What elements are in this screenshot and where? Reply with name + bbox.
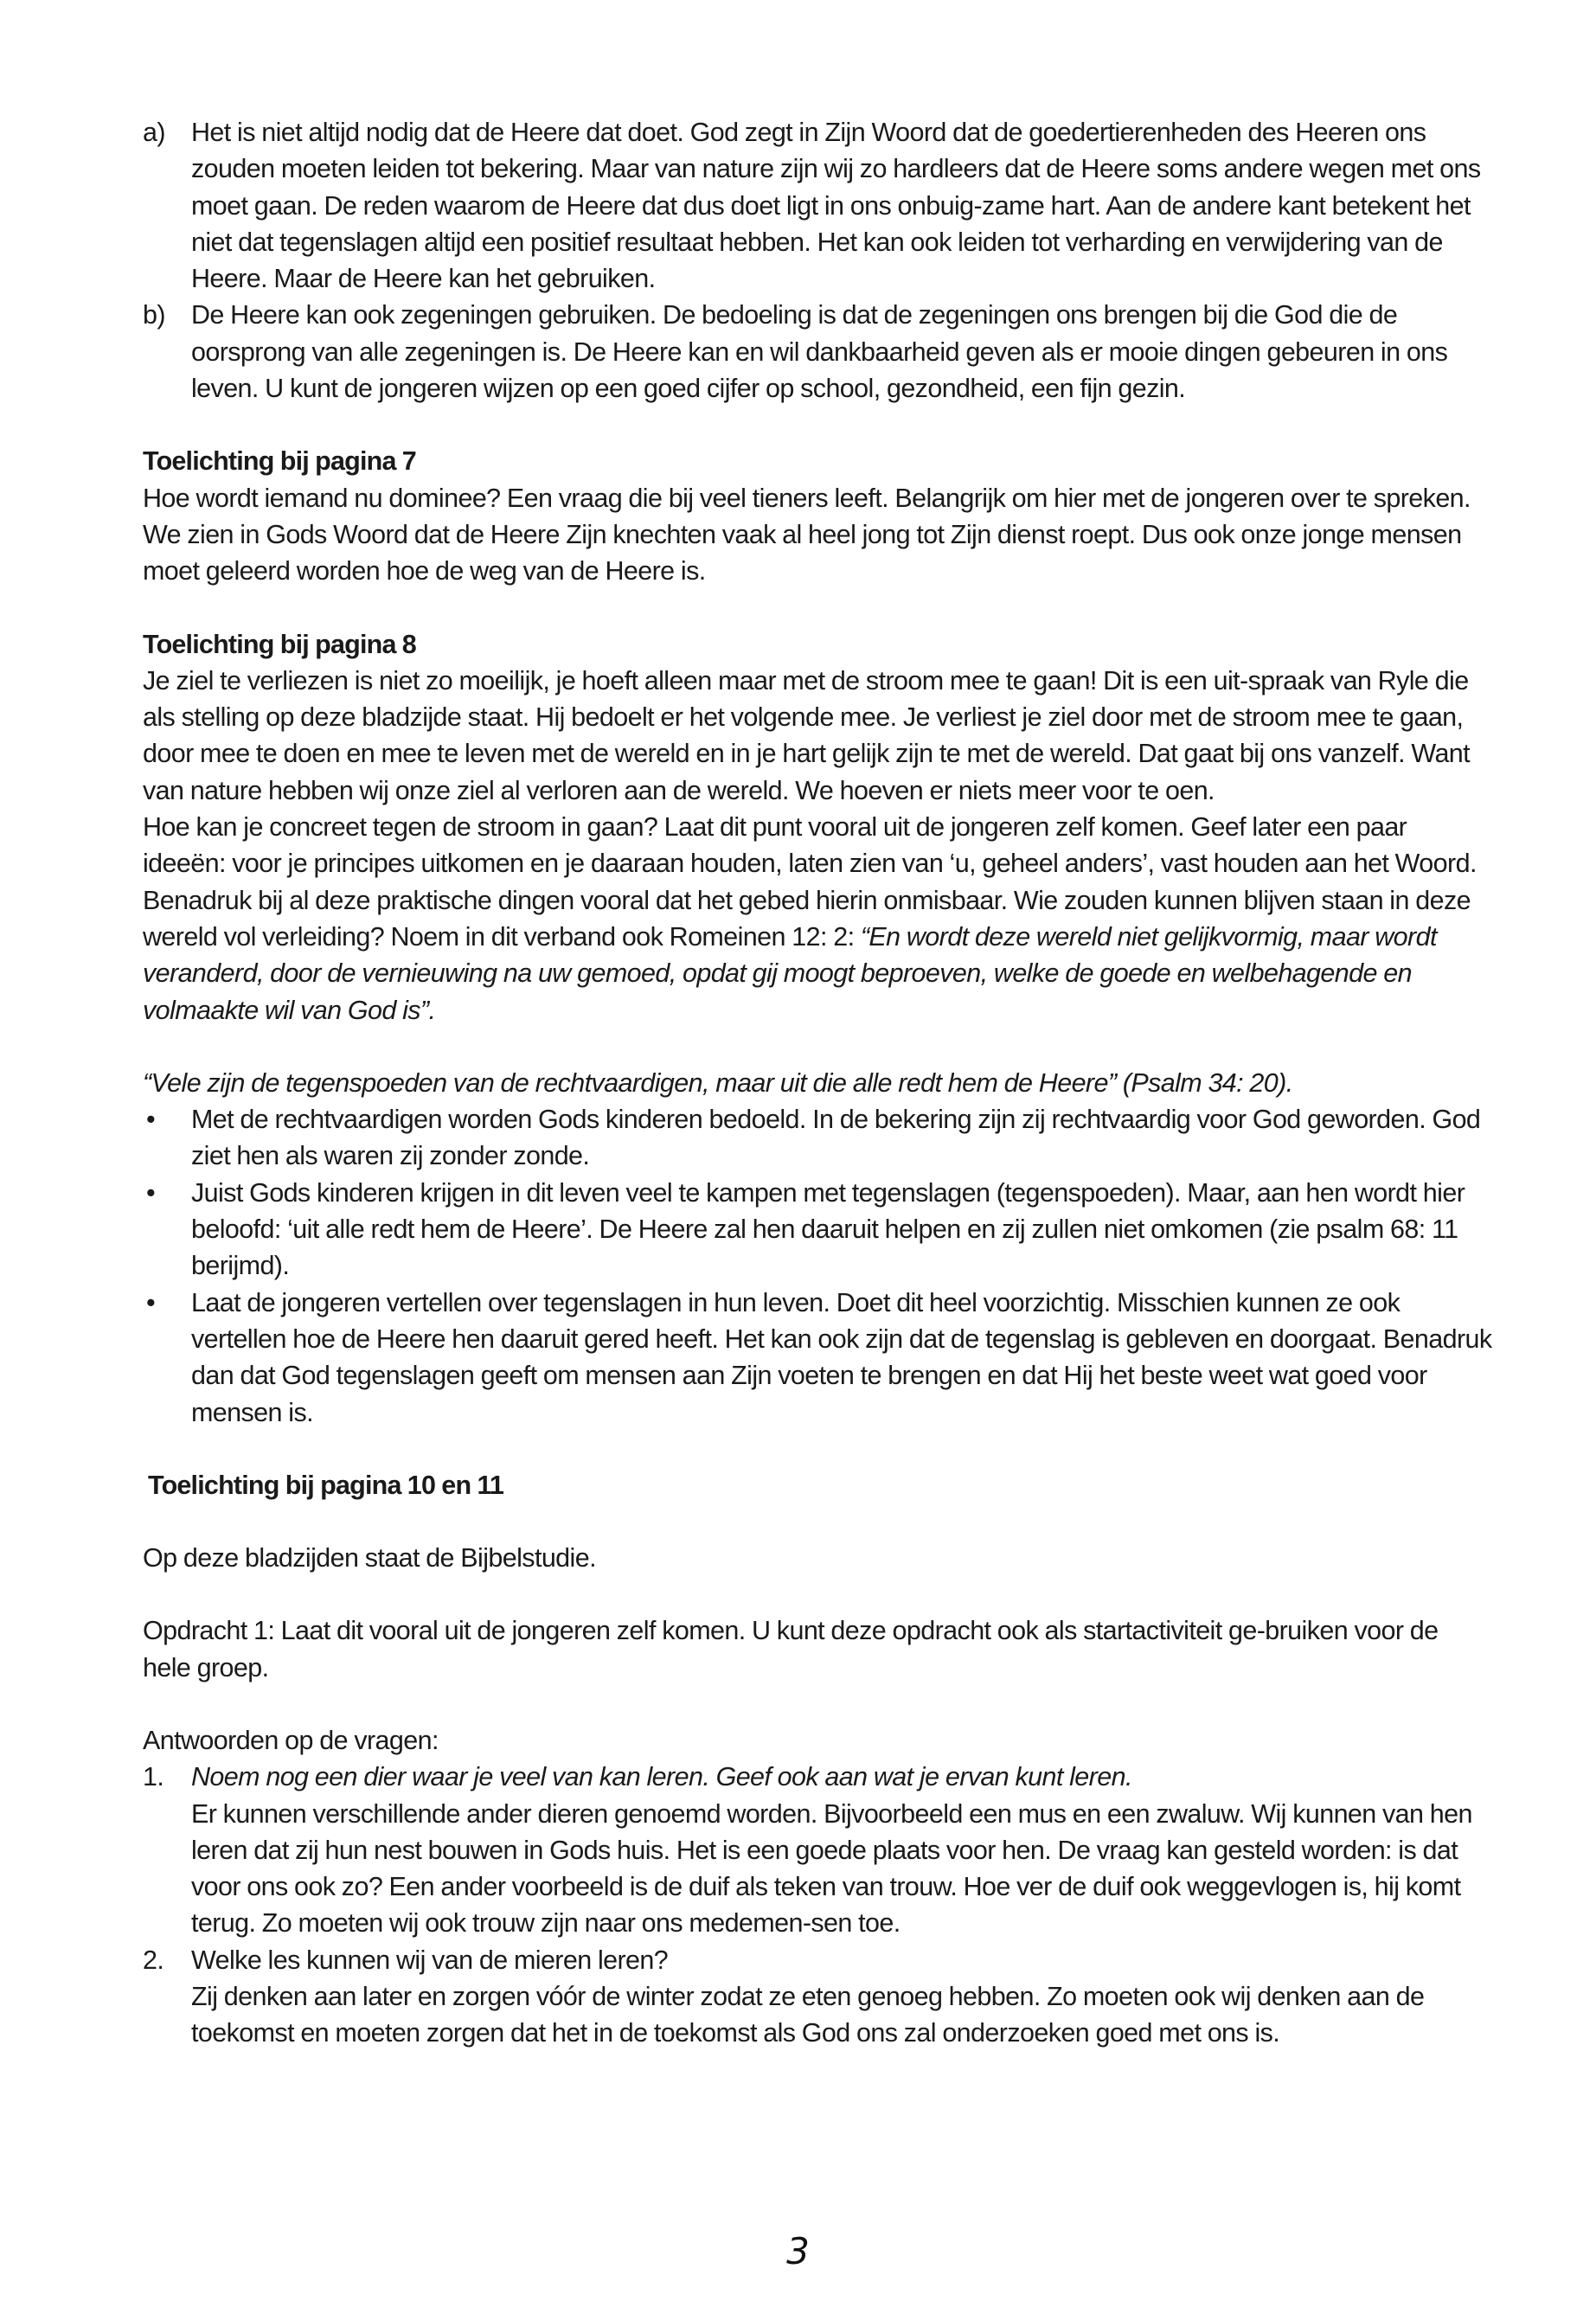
bible-quote-romeinen: “En wordt deze wereld niet gelijkvormig, maar wordt veranderd, door de vernieuwing na uw gemoed, opdat gij moogt beproeven, welke de goede en welbehagende en volmaakte wil van God is”. xyxy=(143,921,1437,1025)
spacer xyxy=(143,407,1492,443)
section-paragraph xyxy=(143,809,1492,1029)
list-marker: a) xyxy=(143,118,165,147)
question-item-2 xyxy=(143,1942,1492,2052)
bullet-icon: • xyxy=(146,1105,156,1135)
list-marker: b) xyxy=(143,300,165,330)
answers-label: Antwoorden op de vragen: xyxy=(143,1725,439,1755)
page-number: 3 xyxy=(786,2230,810,2272)
spacer xyxy=(143,1029,1492,1065)
paragraph-text: Hoe kan je concreet tegen de stroom in gaan? Laat dit punt vooral uit de jongeren zelf komen. Geef later een paar ideeën: voor je principes uitkomen en je daaraan houden, laten zien van ‘u, geheel anders’, vast houden aan het Woord. Benadruk bij al deze praktische dingen vooral dat het gebed hierin onmisbaar. Wie zouden kunnen blijven staan in deze wereld vol verleiding? Noem in dit verband ook Romeinen 12: 2: xyxy=(143,812,1477,952)
question-item-1 xyxy=(143,1759,1492,1941)
question-number: 1. xyxy=(143,1762,164,1792)
bullet-text: Met de rechtvaardigen worden Gods kinderen bedoeld. In de bekering zijn zij rechtvaardig voor God geworden. God ziet hen als waren zij zonder zonde. xyxy=(191,1105,1481,1171)
bullet-item xyxy=(143,1285,1492,1431)
list-item-b xyxy=(143,297,1492,407)
section-heading-pagina-10-11: Toelichting bij pagina 10 en 11 xyxy=(148,1470,504,1500)
question-text: Welke les kunnen wij van de mieren leren? xyxy=(191,1945,669,1975)
opdracht-text: Opdracht 1: Laat dit vooral uit de jongeren zelf komen. U kunt deze opdracht ook als startactiviteit ge-bruiken voor de hele groep. xyxy=(143,1616,1439,1682)
spacer xyxy=(143,1576,1492,1612)
bullet-text: Laat de jongeren vertellen over tegenslagen in hun leven. Doet dit heel voorzichtig. Misschien kunnen ze ook vertellen hoe de Heere hen daaruit gered heeft. Het kan ook zijn dat de tegenslag is gebleven en doorgaat. Benadruk dan dat God tegenslagen geeft om mensen aan Zijn voeten te brengen en dat Hij het beste weet wat goed voor mensen is. xyxy=(191,1287,1492,1427)
list-item-text: Het is niet altijd nodig dat de Heere dat doet. God zegt in Zijn Woord dat de goedertierenheden des Heeren ons zouden moeten leiden tot bekering. Maar van nature zijn wij zo hardleers dat de Heere soms andere wegen met ons moet gaan. De reden waarom de Heere dat dus doet ligt in ons onbuig-zame hart. Aan de andere kant betekent het niet dat tegenslagen altijd een positief resultaat hebben. Het kan ook leiden tot verharding en verwijdering van de Heere. Maar de Heere kan het gebruiken. xyxy=(191,118,1481,294)
list-item-a xyxy=(143,114,1492,297)
psalm-quote: “Vele zijn de tegenspoeden van de rechtvaardigen, maar uit die alle redt hem de Heere” (Psalm 34: 20). xyxy=(143,1067,1293,1098)
question-number: 2. xyxy=(143,1945,164,1975)
section-body: Hoe wordt iemand nu dominee? Een vraag die bij veel tieners leeft. Belangrijk om hier met de jongeren over te spreken. We zien in Gods Woord dat de Heere Zijn knechten vaak al heel jong tot Zijn dienst roept. Dus ook onze jonge mensen moet geleerd worden hoe de weg van de Heere is. xyxy=(143,483,1471,586)
section-heading-pagina-7: Toelichting bij pagina 7 xyxy=(143,446,416,477)
bullet-icon: • xyxy=(146,1287,156,1317)
bullet-text: Juist Gods kinderen krijgen in dit leven veel te kampen met tegenslagen (tegenspoeden). Maar, aan hen wordt hier beloofd: ‘uit alle redt hem de Heere’. De Heere zal hen daaruit helpen en zij zullen niet omkomen (zie psalm 68: 11 berijmd). xyxy=(191,1177,1465,1281)
section-intro: Op deze bladzijden staat de Bijbelstudie. xyxy=(143,1543,596,1574)
list-item-text: De Heere kan ook zegeningen gebruiken. De bedoeling is dat de zegeningen ons brengen bij die God die de oorsprong van alle zegeningen is. De Heere kan en wil dankbaarheid geven als er mooie dingen gebeuren in ons leven. U kunt de jongeren wijzen op een goed cijfer op school, gezondheid, een fijn gezin. xyxy=(191,300,1448,404)
answer-text: Zij denken aan later en zorgen vóór de winter zodat ze eten genoeg hebben. Zo moeten ook wij denken aan de toekomst en moeten zorgen dat het in de toekomst als God ons zal onderzoeken goed met ons is. xyxy=(191,1982,1425,2048)
question-text: Noem nog een dier waar je veel van kan leren. Geef ook aan wat je ervan kunt leren. xyxy=(191,1762,1132,1792)
spacer xyxy=(143,1503,1492,1540)
spacer xyxy=(143,1686,1492,1722)
section-heading-pagina-8: Toelichting bij pagina 8 xyxy=(143,629,416,659)
section-paragraph: Je ziel te verliezen is niet zo moeilijk, je hoeft alleen maar met de stroom mee te gaan! Dit is een uit-spraak van Ryle die als stelling op deze bladzijde staat. Hij bedoelt er het volgende mee. Je verliest je ziel door met de stroom mee te gaan, door mee te doen en mee te leven met de wereld en in je hart gelijk zijn te met de wereld. Dat gaat bij ons vanzelf. Want van nature hebben wij onze ziel al verloren aan de wereld. We hoeven er niets meer voor te oen. xyxy=(143,665,1471,805)
spacer xyxy=(143,590,1492,626)
spacer xyxy=(143,1431,1492,1467)
bullet-item xyxy=(143,1175,1492,1285)
answer-text: Er kunnen verschillende ander dieren genoemd worden. Bijvoorbeeld een mus en een zwaluw. Wij kunnen van hen leren dat zij hun nest bouwen in Gods huis. Het is een goede plaats voor hen. De vraag kan gesteld worden: is dat voor ons ook zo? Een ander voorbeeld is de duif als teken van trouw. Hoe ver de duif ook weggevlogen is, hij komt terug. Zo moeten wij ook trouw zijn naar ons medemen-sen toe. xyxy=(191,1798,1472,1939)
document-page xyxy=(143,114,1492,2052)
bullet-icon: • xyxy=(146,1177,156,1208)
bullet-item xyxy=(143,1101,1492,1175)
